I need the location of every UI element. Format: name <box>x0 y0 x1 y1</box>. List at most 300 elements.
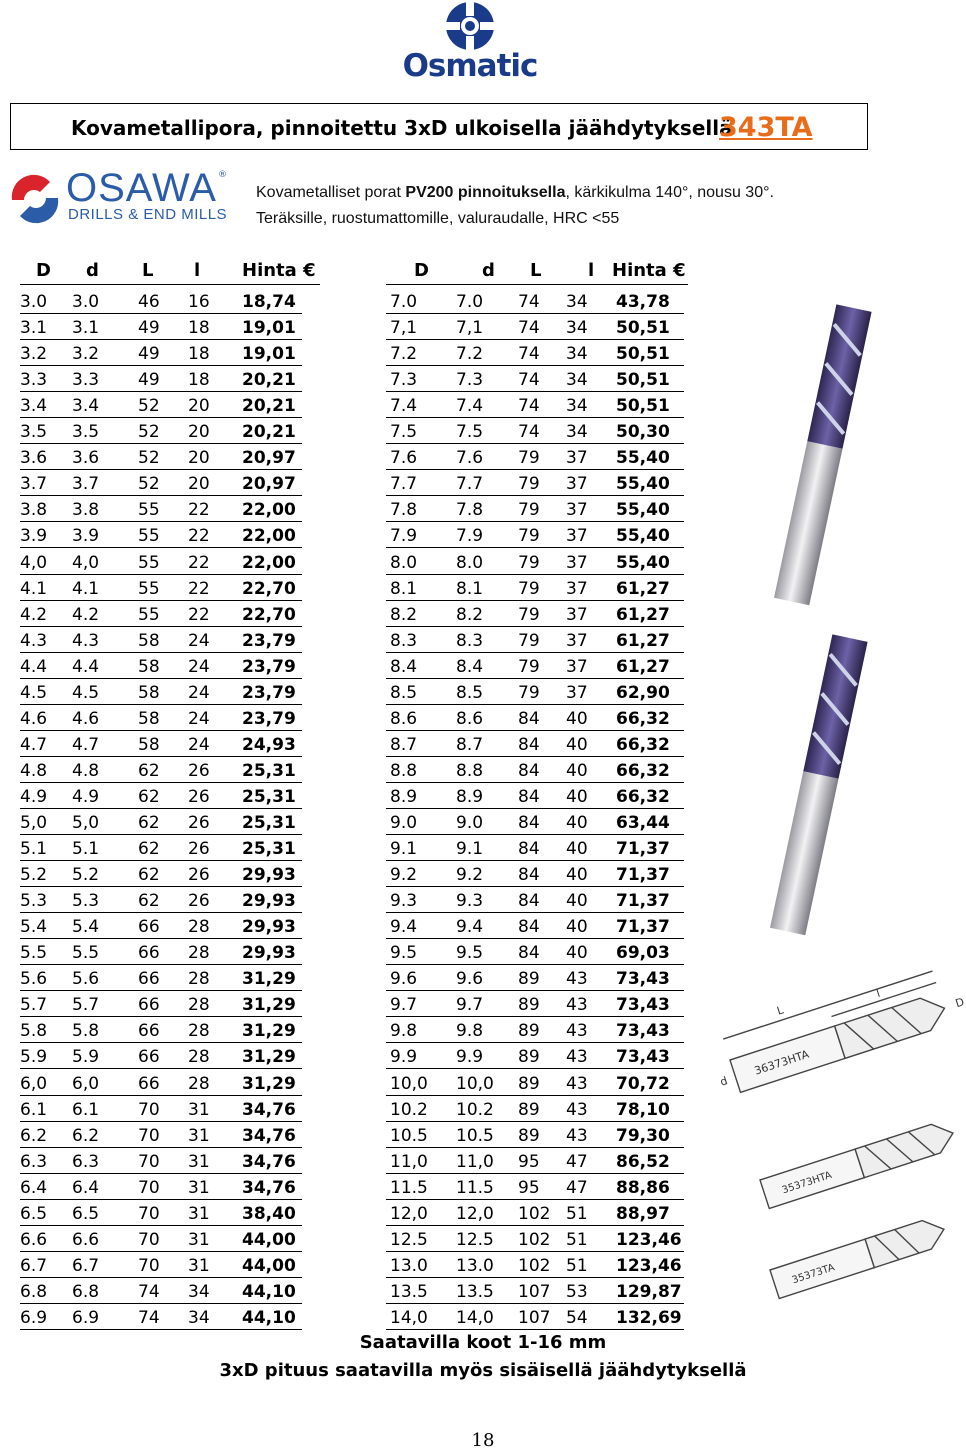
cell-d-right: 12,0 <box>456 1203 494 1224</box>
cell-d-right: 8.6 <box>456 708 484 729</box>
cell-D-left: 4.4 <box>20 656 48 677</box>
cell-l-right: 37 <box>566 682 588 703</box>
cell-d-right: 9.2 <box>456 865 484 886</box>
cell-price-right: 50,51 <box>616 344 670 365</box>
cell-d-left: 4.2 <box>72 604 100 625</box>
cell-l-right: 43 <box>566 1125 588 1146</box>
cell-d-right: 11,0 <box>456 1151 494 1172</box>
cell-d-right: 7.8 <box>456 500 484 521</box>
table-row <box>0 550 700 576</box>
cell-L-left: 70 <box>138 1229 160 1250</box>
cell-L-right: 84 <box>518 786 540 807</box>
row-underline-left <box>20 574 302 575</box>
cell-D-right: 7.2 <box>390 344 418 365</box>
cell-d-left: 4.6 <box>72 708 100 729</box>
dim-d-label: d <box>718 1074 730 1089</box>
cell-L-left: 49 <box>138 370 160 391</box>
cell-price-right: 73,43 <box>616 1047 670 1068</box>
cell-D-left: 3.4 <box>20 396 48 417</box>
cell-d-right: 8.7 <box>456 734 484 755</box>
cell-D-left: 6.5 <box>20 1203 48 1224</box>
cell-price-right: 50,30 <box>616 422 670 443</box>
header-L-left: L <box>142 260 154 281</box>
internal-cooling-note: 3xD pituus saatavilla myös sisäisellä jäähdytyksellä <box>219 1360 747 1381</box>
row-underline-left <box>20 704 302 705</box>
row-underline-right <box>386 912 684 913</box>
table-row <box>0 1279 700 1305</box>
cell-l-left: 20 <box>188 422 210 443</box>
cell-price-left: 22,00 <box>242 552 296 573</box>
cell-d-left: 4.1 <box>72 578 100 599</box>
cell-D-right: 11,0 <box>390 1151 428 1172</box>
cell-d-left: 6.8 <box>72 1281 100 1302</box>
row-underline-right <box>386 1121 684 1122</box>
cell-price-right: 71,37 <box>616 865 670 886</box>
cell-D-left: 3.5 <box>20 422 48 443</box>
cell-price-left: 25,31 <box>242 786 296 807</box>
cell-D-left: 5,0 <box>20 813 48 833</box>
cell-l-right: 37 <box>566 500 588 521</box>
header-D-left: D <box>36 260 51 281</box>
dim-l-label: l <box>874 986 882 1001</box>
cell-price-right: 132,69 <box>616 1307 682 1328</box>
row-underline-left <box>20 1147 302 1148</box>
cell-D-left: 3.3 <box>20 370 48 391</box>
product-description <box>256 180 774 232</box>
cell-price-right: 66,32 <box>616 734 670 755</box>
cell-price-right: 55,40 <box>616 448 670 469</box>
cell-L-left: 49 <box>138 318 160 339</box>
header-underline-right <box>386 284 688 285</box>
row-underline-left <box>20 1068 302 1069</box>
cell-L-right: 84 <box>518 813 540 833</box>
cell-l-right: 37 <box>566 604 588 625</box>
row-underline-right <box>386 886 684 887</box>
cell-d-right: 8.0 <box>456 552 484 573</box>
cell-d-right: 8.8 <box>456 760 484 781</box>
cell-l-right: 40 <box>566 786 588 807</box>
cell-d-left: 3.2 <box>72 344 100 365</box>
row-underline-right <box>386 495 684 496</box>
cell-price-right: 129,87 <box>616 1281 682 1302</box>
cell-d-right: 8.5 <box>456 682 484 703</box>
cell-L-right: 107 <box>518 1307 551 1328</box>
cell-d-right: 7.4 <box>456 396 484 417</box>
cell-price-left: 18,74 <box>242 292 296 312</box>
table-row <box>0 1201 700 1227</box>
cell-D-left: 5.4 <box>20 917 48 938</box>
cell-D-right: 8.8 <box>390 760 418 781</box>
cell-D-left: 6.8 <box>20 1281 48 1302</box>
row-underline-right <box>386 1329 684 1330</box>
page-number: 18 <box>471 1430 495 1451</box>
row-underline-right <box>386 730 684 731</box>
cell-d-left: 6.3 <box>72 1151 100 1172</box>
cell-L-right: 74 <box>518 396 540 417</box>
cell-price-right: 73,43 <box>616 995 670 1016</box>
cell-l-left: 31 <box>188 1125 210 1146</box>
cell-d-right: 8.9 <box>456 786 484 807</box>
cell-l-left: 31 <box>188 1229 210 1250</box>
cell-l-right: 34 <box>566 422 588 443</box>
cell-D-left: 6.4 <box>20 1177 48 1198</box>
cell-D-right: 7,1 <box>390 318 418 339</box>
table-row <box>0 992 700 1018</box>
osmatic-wordmark: Osmatic <box>402 48 538 84</box>
row-underline-right <box>386 1303 684 1304</box>
cell-D-right: 8.7 <box>390 734 418 755</box>
cell-l-left: 26 <box>188 813 210 833</box>
cell-d-left: 5,0 <box>72 813 100 833</box>
cell-d-left: 3.1 <box>72 318 100 339</box>
cell-l-right: 40 <box>566 891 588 912</box>
cell-price-left: 29,93 <box>242 917 296 938</box>
row-underline-left <box>20 756 302 757</box>
row-underline-right <box>386 1095 684 1096</box>
cell-L-right: 74 <box>518 344 540 365</box>
row-underline-right <box>386 860 684 861</box>
cell-l-left: 28 <box>188 917 210 938</box>
table-row <box>0 445 700 471</box>
cell-price-left: 22,70 <box>242 604 296 625</box>
table-row <box>0 393 700 419</box>
cell-D-left: 6,0 <box>20 1073 48 1094</box>
cell-L-left: 70 <box>138 1255 160 1276</box>
cell-l-left: 18 <box>188 318 210 339</box>
table-row <box>0 654 700 680</box>
cell-D-left: 5.7 <box>20 995 48 1016</box>
cell-D-left: 4.2 <box>20 604 48 625</box>
drill-photos-icon <box>690 280 966 1320</box>
cell-D-left: 3.0 <box>20 292 48 312</box>
cell-l-left: 24 <box>188 682 210 703</box>
cell-d-right: 8.3 <box>456 630 484 651</box>
cell-d-left: 5.6 <box>72 969 100 990</box>
cell-l-left: 26 <box>188 839 210 860</box>
osawa-tagline: DRILLS & END MILLS <box>68 206 228 223</box>
cell-D-right: 8.3 <box>390 630 418 651</box>
cell-price-right: 123,46 <box>616 1255 682 1276</box>
osmatic-emblem-icon <box>444 0 496 52</box>
cell-D-left: 3.9 <box>20 526 48 547</box>
cell-d-right: 9.5 <box>456 943 484 964</box>
cell-l-left: 28 <box>188 1073 210 1094</box>
cell-l-right: 37 <box>566 474 588 495</box>
cell-D-left: 3.6 <box>20 448 48 469</box>
cell-l-left: 24 <box>188 708 210 729</box>
cell-L-left: 70 <box>138 1203 160 1224</box>
cell-D-left: 5.5 <box>20 943 48 964</box>
cell-l-left: 26 <box>188 786 210 807</box>
cell-D-left: 6.2 <box>20 1125 48 1146</box>
row-underline-right <box>386 469 684 470</box>
cell-price-right: 71,37 <box>616 839 670 860</box>
cell-D-left: 4.9 <box>20 786 48 807</box>
row-underline-right <box>386 391 684 392</box>
cell-d-left: 5.9 <box>72 1047 100 1068</box>
cell-d-left: 4.4 <box>72 656 100 677</box>
cell-price-left: 31,29 <box>242 1073 296 1094</box>
osawa-logo <box>6 166 246 226</box>
cell-L-right: 79 <box>518 656 540 677</box>
description-line-2: Teräksille, ruostumattomille, valuraudalle, HRC <55 <box>256 210 620 227</box>
cell-price-left: 20,97 <box>242 474 296 495</box>
cell-l-right: 34 <box>566 344 588 365</box>
cell-d-right: 7.3 <box>456 370 484 391</box>
row-underline-right <box>386 756 684 757</box>
table-row <box>0 1175 700 1201</box>
cell-D-right: 9.7 <box>390 995 418 1016</box>
cell-D-right: 9.5 <box>390 943 418 964</box>
cell-price-left: 20,21 <box>242 396 296 417</box>
cell-L-left: 70 <box>138 1177 160 1198</box>
cell-d-right: 9.4 <box>456 917 484 938</box>
cell-d-left: 4.9 <box>72 786 100 807</box>
table-row <box>0 1071 700 1097</box>
table-row <box>0 680 700 706</box>
row-underline-left <box>20 1251 302 1252</box>
cell-price-left: 44,00 <box>242 1229 296 1250</box>
cell-price-right: 61,27 <box>616 630 670 651</box>
cell-l-right: 34 <box>566 396 588 417</box>
cell-D-right: 8.4 <box>390 656 418 677</box>
cell-d-left: 5.7 <box>72 995 100 1016</box>
cell-D-left: 3.7 <box>20 474 48 495</box>
cell-l-left: 24 <box>188 734 210 755</box>
cell-L-right: 102 <box>518 1255 551 1276</box>
table-row <box>0 758 700 784</box>
cell-l-right: 40 <box>566 917 588 938</box>
cell-L-right: 89 <box>518 1047 540 1068</box>
cell-d-left: 4.8 <box>72 760 100 781</box>
cell-D-left: 5.8 <box>20 1021 48 1042</box>
row-underline-left <box>20 808 302 809</box>
cell-L-left: 70 <box>138 1151 160 1172</box>
cell-D-right: 7.0 <box>390 292 418 312</box>
cell-D-right: 9.3 <box>390 891 418 912</box>
cell-d-right: 13.5 <box>456 1281 494 1302</box>
cell-d-right: 9.3 <box>456 891 484 912</box>
table-row <box>0 836 700 862</box>
cell-D-left: 6.7 <box>20 1255 48 1276</box>
row-underline-left <box>20 391 302 392</box>
cell-d-right: 9.9 <box>456 1047 484 1068</box>
description-line-1: Kovametalliset porat PV200 pinnoituksella, kärkikulma 140°, nousu 30°. <box>256 184 774 201</box>
cell-d-left: 3.6 <box>72 448 100 469</box>
cell-L-right: 84 <box>518 734 540 755</box>
row-underline-right <box>386 990 684 991</box>
cell-D-right: 7.9 <box>390 526 418 547</box>
availability-note: Saatavilla koot 1-16 mm <box>359 1332 607 1353</box>
row-underline-right <box>386 1225 684 1226</box>
cell-price-left: 44,00 <box>242 1255 296 1276</box>
row-underline-right <box>386 678 684 679</box>
row-underline-left <box>20 1121 302 1122</box>
cell-price-left: 31,29 <box>242 995 296 1016</box>
cell-d-left: 6.5 <box>72 1203 100 1224</box>
cell-L-right: 89 <box>518 1099 540 1120</box>
table-row <box>0 1123 700 1149</box>
row-underline-right <box>386 443 684 444</box>
row-underline-left <box>20 1277 302 1278</box>
cell-l-left: 31 <box>188 1255 210 1276</box>
table-row <box>0 497 700 523</box>
header-d-left: d <box>86 260 99 281</box>
dim-D-label: D <box>953 995 966 1011</box>
cell-L-left: 58 <box>138 630 160 651</box>
cell-L-left: 52 <box>138 422 160 443</box>
cell-price-right: 50,51 <box>616 370 670 391</box>
cell-L-left: 58 <box>138 708 160 729</box>
cell-price-right: 71,37 <box>616 891 670 912</box>
cell-l-right: 43 <box>566 1073 588 1094</box>
cell-D-left: 4.6 <box>20 708 48 729</box>
table-row <box>0 966 700 992</box>
cell-l-right: 40 <box>566 865 588 886</box>
row-underline-left <box>20 417 302 418</box>
osawa-wordmark: OSAWA <box>66 166 217 210</box>
cell-price-right: 123,46 <box>616 1229 682 1250</box>
cell-d-left: 6.2 <box>72 1125 100 1146</box>
cell-d-left: 6.9 <box>72 1307 100 1328</box>
row-underline-right <box>386 600 684 601</box>
cell-L-left: 62 <box>138 865 160 886</box>
table-row <box>0 523 700 549</box>
cell-l-right: 37 <box>566 656 588 677</box>
cell-price-right: 73,43 <box>616 1021 670 1042</box>
cell-L-left: 66 <box>138 1021 160 1042</box>
cell-price-right: 88,97 <box>616 1203 670 1224</box>
cell-l-left: 16 <box>188 292 210 312</box>
drill-code-1: 36373HTA <box>752 1047 811 1078</box>
cell-l-right: 40 <box>566 734 588 755</box>
cell-L-left: 62 <box>138 891 160 912</box>
cell-d-left: 3.4 <box>72 396 100 417</box>
cell-price-left: 29,93 <box>242 865 296 886</box>
row-underline-left <box>20 730 302 731</box>
cell-L-left: 66 <box>138 917 160 938</box>
cell-D-right: 9.8 <box>390 1021 418 1042</box>
cell-l-left: 22 <box>188 500 210 521</box>
row-underline-left <box>20 443 302 444</box>
cell-l-right: 51 <box>566 1255 588 1276</box>
page-title: Kovametallipora, pinnoitettu 3xD ulkoisella jäähdytyksellä <box>71 116 733 140</box>
cell-price-right: 50,51 <box>616 318 670 339</box>
cell-L-right: 84 <box>518 708 540 729</box>
cell-price-left: 24,93 <box>242 734 296 755</box>
cell-L-left: 58 <box>138 734 160 755</box>
cell-l-left: 22 <box>188 578 210 599</box>
cell-l-right: 40 <box>566 839 588 860</box>
table-row <box>0 576 700 602</box>
cell-l-left: 31 <box>188 1203 210 1224</box>
header-l-right: l <box>588 260 595 281</box>
cell-D-left: 4.7 <box>20 734 48 755</box>
cell-D-right: 10.2 <box>390 1099 428 1120</box>
cell-D-left: 4.8 <box>20 760 48 781</box>
row-underline-right <box>386 547 684 548</box>
cell-L-left: 62 <box>138 786 160 807</box>
cell-D-right: 9.4 <box>390 917 418 938</box>
cell-l-right: 34 <box>566 370 588 391</box>
cell-l-right: 37 <box>566 630 588 651</box>
cell-price-left: 25,31 <box>242 813 296 833</box>
cell-D-right: 9.0 <box>390 813 418 833</box>
cell-price-left: 29,93 <box>242 891 296 912</box>
table-row <box>0 628 700 654</box>
cell-L-left: 49 <box>138 344 160 365</box>
header-underline-left <box>20 284 320 285</box>
cell-l-right: 37 <box>566 578 588 599</box>
cell-price-left: 25,31 <box>242 839 296 860</box>
row-underline-left <box>20 834 302 835</box>
header-price-right: Hinta € <box>612 260 686 281</box>
cell-D-right: 14,0 <box>390 1307 428 1328</box>
cell-L-right: 84 <box>518 917 540 938</box>
cell-L-right: 79 <box>518 500 540 521</box>
cell-d-left: 3.9 <box>72 526 100 547</box>
cell-D-right: 8.9 <box>390 786 418 807</box>
cell-l-right: 37 <box>566 526 588 547</box>
cell-D-left: 5.6 <box>20 969 48 990</box>
cell-price-left: 25,31 <box>242 760 296 781</box>
cell-L-right: 95 <box>518 1177 540 1198</box>
cell-price-left: 22,70 <box>242 578 296 599</box>
drill-code-2: 35373HTA <box>780 1169 834 1197</box>
table-row <box>0 1018 700 1044</box>
cell-L-left: 62 <box>138 813 160 833</box>
cell-price-right: 71,37 <box>616 917 670 938</box>
cell-d-left: 5.8 <box>72 1021 100 1042</box>
table-row <box>0 1149 700 1175</box>
row-underline-right <box>386 313 684 314</box>
cell-L-right: 84 <box>518 943 540 964</box>
cell-d-right: 7.5 <box>456 422 484 443</box>
cell-price-right: 55,40 <box>616 526 670 547</box>
cell-l-left: 24 <box>188 656 210 677</box>
product-code: 343TA <box>719 112 813 143</box>
cell-D-left: 4.5 <box>20 682 48 703</box>
cell-L-right: 79 <box>518 578 540 599</box>
cell-L-right: 79 <box>518 526 540 547</box>
row-underline-right <box>386 938 684 939</box>
cell-L-left: 70 <box>138 1099 160 1120</box>
cell-price-left: 34,76 <box>242 1099 296 1120</box>
cell-L-right: 102 <box>518 1203 551 1224</box>
cell-D-left: 4.3 <box>20 630 48 651</box>
cell-D-right: 8.0 <box>390 552 418 573</box>
cell-price-right: 63,44 <box>616 813 670 833</box>
cell-L-left: 55 <box>138 604 160 625</box>
cell-L-left: 66 <box>138 969 160 990</box>
cell-D-right: 10.5 <box>390 1125 428 1146</box>
cell-price-left: 38,40 <box>242 1203 296 1224</box>
cell-l-left: 24 <box>188 630 210 651</box>
cell-L-right: 74 <box>518 318 540 339</box>
cell-D-right: 12.5 <box>390 1229 428 1250</box>
osmatic-logo <box>400 0 540 86</box>
table-row <box>0 1305 700 1331</box>
row-underline-left <box>20 678 302 679</box>
cell-D-left: 6.1 <box>20 1099 48 1120</box>
cell-price-left: 22,00 <box>242 526 296 547</box>
cell-L-left: 52 <box>138 474 160 495</box>
cell-D-left: 3.1 <box>20 318 48 339</box>
table-row <box>0 940 700 966</box>
cell-L-right: 89 <box>518 995 540 1016</box>
cell-L-left: 55 <box>138 500 160 521</box>
cell-D-right: 7.4 <box>390 396 418 417</box>
